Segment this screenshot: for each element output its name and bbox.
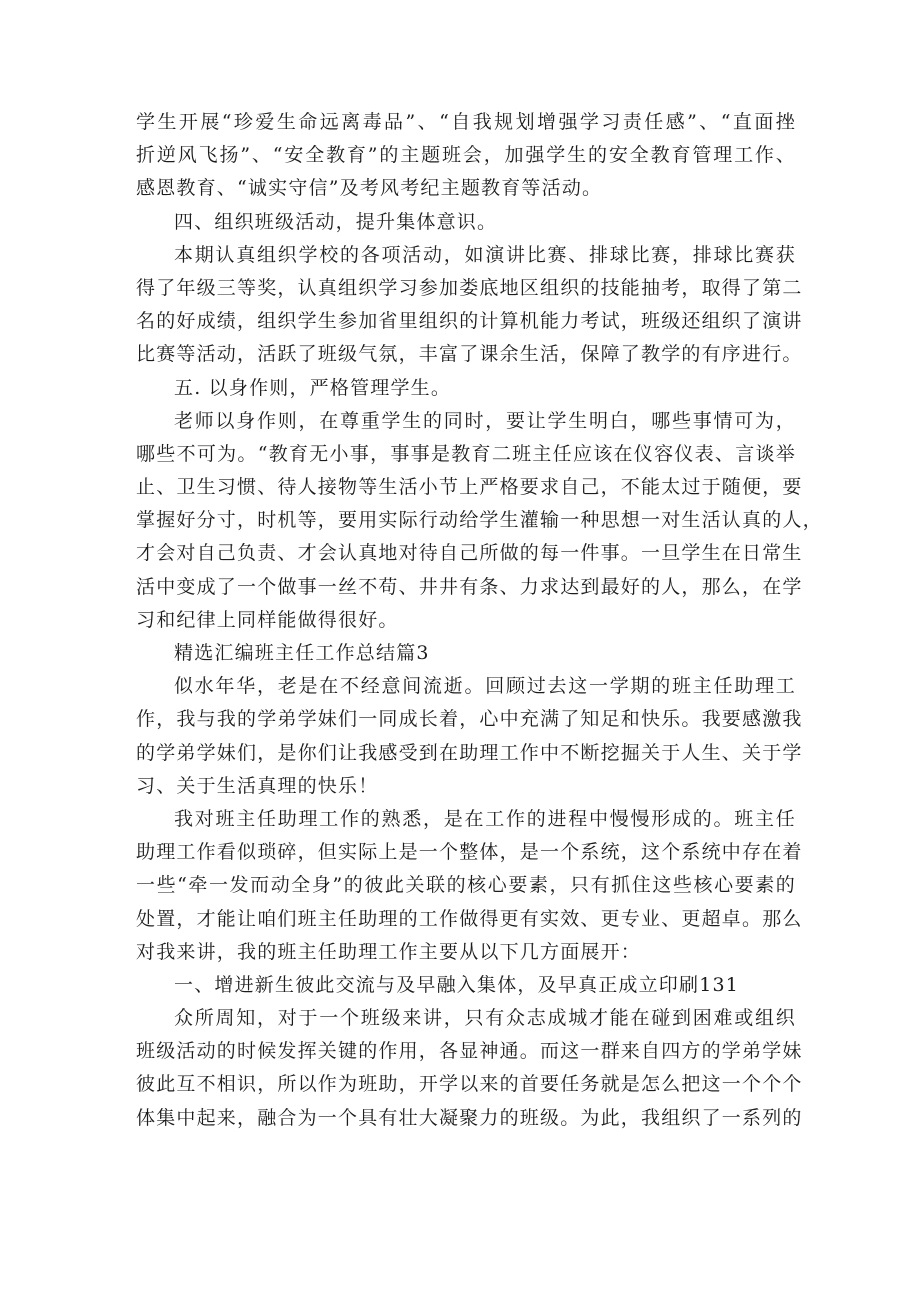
text-line: 彼此互不相识，所以作为班助，开学以来的首要任务就是怎么把这一个个个: [136, 1073, 803, 1096]
text-line: 才会对自己负责、才会认真地对待自己所做的每一件事。一旦学生在日常生: [136, 542, 803, 565]
text-line: 班级活动的时候发挥关键的作用，各显神通。而这一群来自四方的学弟学妹: [136, 1040, 803, 1063]
section-heading: 一、增进新生彼此交流与及早融入集体，及早真正成立印刷131: [174, 973, 740, 996]
section-heading: 四、组织班级活动，提升集体意识。: [174, 210, 498, 233]
text-line: 名的好成绩，组织学生参加省里组织的计算机能力考试，班级还组织了演讲: [136, 310, 803, 333]
text-line: 学生开展“珍爱生命远离毒品”、“自我规划增强学习责任感”、“直面挫: [136, 111, 796, 133]
text-line: 习、关于生活真理的快乐！: [136, 774, 379, 797]
text-line: 止、卫生习惯、待人接物等生活小节上严格要求自己，不能太过于随便，要: [136, 476, 803, 499]
text-line: 作，我与我的学弟学妹们一同成长着，心中充满了知足和快乐。我要感激我: [136, 708, 803, 731]
text-line: 似水年华，老是在不经意间流逝。回顾过去这一学期的班主任助理工: [174, 675, 796, 698]
text-line: 众所周知，对于一个班级来讲，只有众志成城才能在碰到困难或组织: [174, 1007, 796, 1030]
text-line: 处置，才能让咱们班主任助理的工作做得更有实效、更专业、更超卓。那么: [136, 907, 803, 930]
text-line: 哪些不可为。“教育无小事，事事是教育二班主任应该在仪容仪表、言谈举: [136, 442, 796, 465]
text-line: 体集中起来，融合为一个具有壮大凝聚力的班级。为此，我组织了一系列的: [136, 1106, 803, 1129]
text-line: 老师以身作则，在尊重学生的同时，要让学生明白，哪些事情可为，: [174, 409, 796, 432]
section-heading: 五. 以身作则，严格管理学生。: [174, 376, 452, 399]
text-line: 得了年级三等奖，认真组织学习参加娄底地区组织的技能抽考，取得了第二: [136, 276, 803, 299]
text-line: 活中变成了一个做事一丝不苟、井井有条、力求达到最好的人，那么，在学: [136, 575, 803, 598]
text-line: 折逆风飞扬”、“安全教育”的主题班会，加强学生的安全教育管理工作、: [136, 144, 796, 167]
article-title: 精选汇编班主任工作总结篇3: [174, 642, 430, 664]
text-line: 掌握好分寸，时机等，要用实际行动给学生灌输一种思想一对生活认真的人，: [136, 509, 823, 532]
document-body: [136, 106, 823, 1135]
text-line: 习和纪律上同样能做得很好。: [136, 608, 399, 631]
text-line: 我对班主任助理工作的熟悉，是在工作的进程中慢慢形成的。班主任: [174, 807, 796, 830]
text-line: 一些“牵一发而动全身”的彼此关联的核心要素，只有抓住这些核心要素的: [136, 874, 796, 897]
text-line: 本期认真组织学校的各项活动，如演讲比赛、排球比赛，排球比赛获: [174, 243, 796, 266]
text-line: 比赛等活动，活跃了班级气氛，丰富了课余生活，保障了教学的有序进行。: [136, 343, 803, 366]
text-line: 对我来讲，我的班主任助理工作主要从以下几方面展开：: [136, 940, 642, 963]
text-line: 的学弟学妹们，是你们让我感受到在助理工作中不断挖掘关于人生、关于学: [136, 741, 803, 764]
text-line: 感恩教育、“诚实守信”及考风考纪主题教育等活动。: [136, 177, 603, 200]
text-line: 助理工作看似琐碎，但实际上是一个整体，是一个系统，这个系统中存在着: [136, 841, 803, 864]
